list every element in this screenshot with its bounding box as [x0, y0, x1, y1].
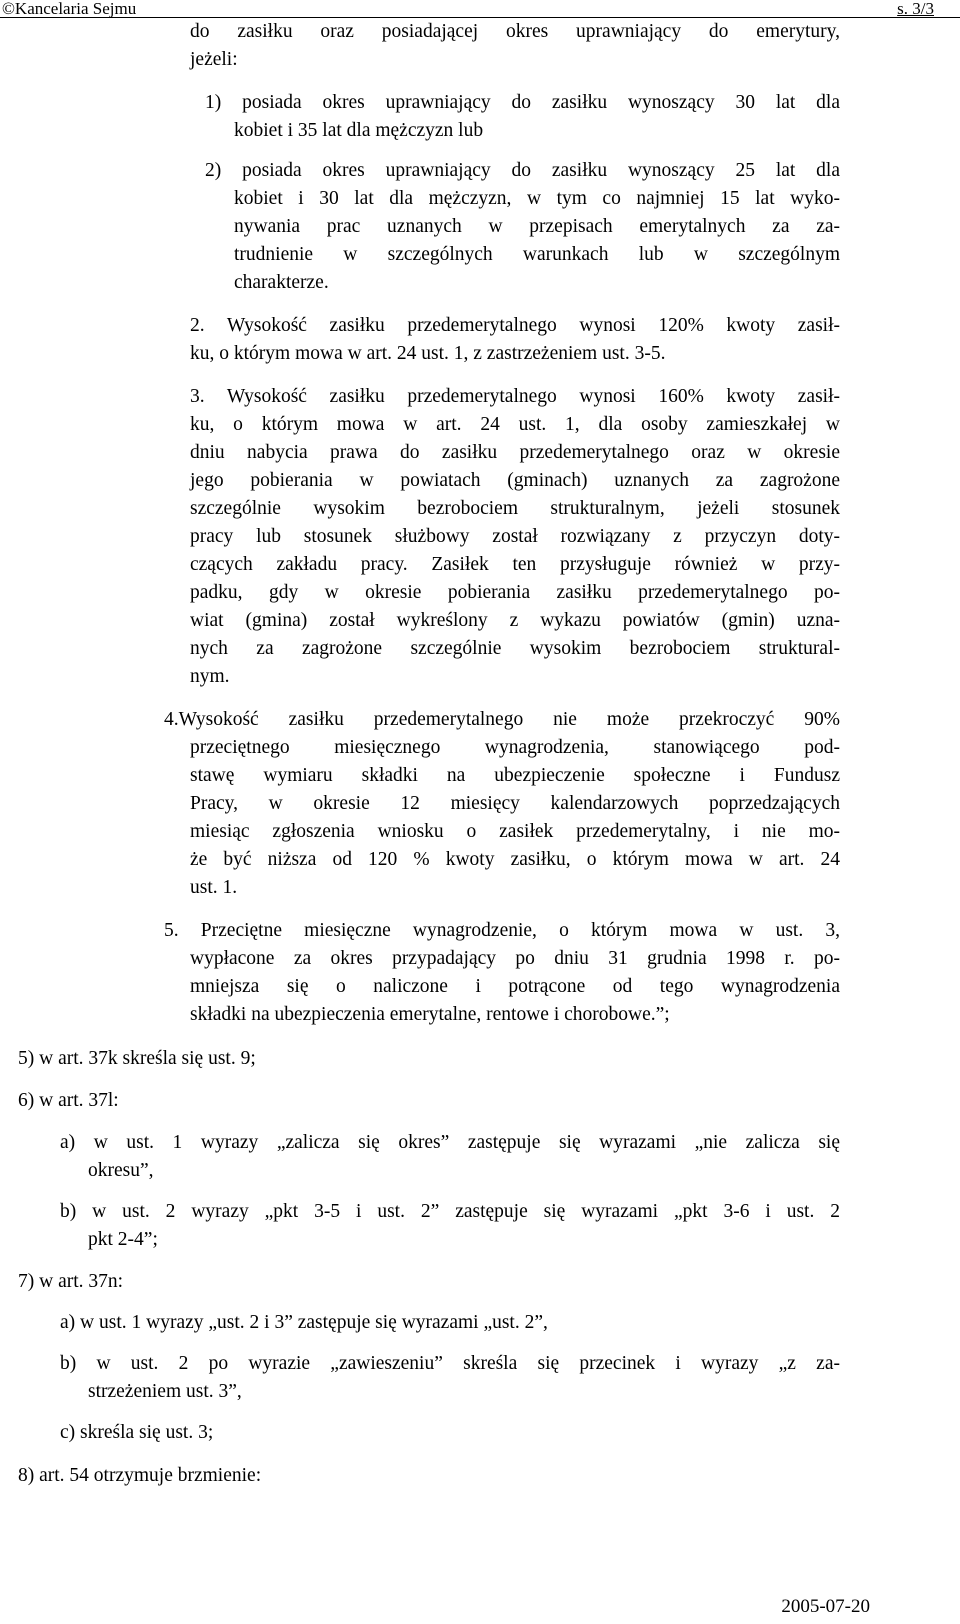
text-line: nywania prac uznanych w przepisach emerytalnych za za-	[234, 216, 840, 237]
text-line: nym.	[190, 666, 230, 687]
text-line: kobiet i 30 lat dla mężczyzn, w tym co najmniej 15 lat wyko-	[234, 188, 840, 209]
text-line: 1) posiada okres uprawniający do zasiłku wynoszący 30 lat dla	[205, 92, 840, 113]
text-line: a) w ust. 1 wyrazy „ust. 2 i 3” zastępuje się wyrazami „ust. 2”,	[60, 1312, 548, 1333]
text-line: czących zakładu pracy. Zasiłek ten przysługuje również w przy-	[190, 554, 840, 575]
text-line: strzeżeniem ust. 3”,	[88, 1381, 242, 1402]
text-line: padku, gdy w okresie pobierania zasiłku przedemerytalnego po-	[190, 582, 840, 603]
text-line: okresu”,	[88, 1160, 154, 1181]
text-line: miesiąc zgłoszenia wniosku o zasiłek przedemerytalny, i nie mo-	[190, 821, 840, 842]
text-line: wypłacone za okres przypadający po dniu 31 grudnia 1998 r. po-	[190, 948, 840, 969]
text-line: wiat (gmina) został wykreślony z wykazu powiatów (gmin) uzna-	[190, 610, 840, 631]
text-line: mniejsza się o naliczone i potrącone od tego wynagrodzenia	[190, 976, 840, 997]
text-line: b) w ust. 2 wyrazy „pkt 3-5 i ust. 2” zastępuje się wyrazami „pkt 3-6 i ust. 2	[60, 1201, 840, 1222]
text-line: 6) w art. 37l:	[18, 1090, 119, 1111]
text-line: pracy lub stosunek służbowy został rozwiązany z przyczyn doty-	[190, 526, 840, 547]
text-line: c) skreśla się ust. 3;	[60, 1422, 214, 1443]
text-line: ku, o którym mowa w art. 24 ust. 1, z zastrzeżeniem ust. 3-5.	[190, 343, 666, 364]
text-line: 5) w art. 37k skreśla się ust. 9;	[18, 1048, 256, 1069]
text-line: pkt 2-4”;	[88, 1229, 158, 1250]
text-line: 2) posiada okres uprawniający do zasiłku wynoszący 25 lat dla	[205, 160, 840, 181]
text-line: przeciętnego miesięcznego wynagrodzenia, stanowiącego pod-	[190, 737, 840, 758]
text-line: Pracy, w okresie 12 miesięcy kalendarzowych poprzedzających	[190, 793, 840, 814]
text-line: 4.Wysokość zasiłku przedemerytalnego nie może przekroczyć 90%	[164, 709, 840, 730]
text-line: 2. Wysokość zasiłku przedemerytalnego wynosi 120% kwoty zasił-	[190, 315, 840, 336]
text-line: ust. 1.	[190, 877, 238, 898]
text-line: do zasiłku oraz posiadającej okres uprawniający do emerytury,	[190, 21, 840, 42]
text-line: jeżeli:	[190, 49, 238, 70]
text-line: 3. Wysokość zasiłku przedemerytalnego wynosi 160% kwoty zasił-	[190, 386, 840, 407]
text-line: jego pobierania w powiatach (gminach) uznanych za zagrożone	[190, 470, 840, 491]
text-line: kobiet i 35 lat dla mężczyzn lub	[234, 120, 484, 141]
text-line: b) w ust. 2 po wyrazie „zawieszeniu” skreśla się przecinek i wyrazy „z za-	[60, 1353, 840, 1374]
text-line: składki na ubezpieczenia emerytalne, rentowe i chorobowe.”;	[190, 1004, 670, 1025]
page-number: s. 3/3	[897, 0, 934, 18]
text-line: szczególnie wysokim bezrobociem strukturalnym, jeżeli stosunek	[190, 498, 840, 519]
header-source: ©Kancelaria Sejmu	[2, 0, 137, 18]
text-line: ku, o którym mowa w art. 24 ust. 1, dla osoby zamieszkałej w	[190, 414, 840, 435]
text-line: a) w ust. 1 wyrazy „zalicza się okres” zastępuje się wyrazami „nie zalicza się	[60, 1132, 840, 1153]
text-line: 5. Przeciętne miesięczne wynagrodzenie, o którym mowa w ust. 3,	[164, 920, 840, 941]
text-line: charakterze.	[234, 272, 329, 293]
text-line: 8) art. 54 otrzymuje brzmienie:	[18, 1465, 262, 1486]
text-line: dniu nabycia prawa do zasiłku przedemerytalnego oraz w okresie	[190, 442, 840, 463]
text-line: nych za zagrożone szczególnie wysokim bezrobociem struktural-	[190, 638, 840, 659]
footer-date: 2005-07-20	[781, 1596, 870, 1617]
text-line: że być niższa od 120 % kwoty zasiłku, o którym mowa w art. 24	[190, 849, 840, 870]
text-line: trudnienie w szczególnych warunkach lub w szczególnym	[234, 244, 840, 265]
text-line: stawę wymiaru składki na ubezpieczenie społeczne i Fundusz	[190, 765, 840, 786]
text-line: 7) w art. 37n:	[18, 1271, 124, 1292]
